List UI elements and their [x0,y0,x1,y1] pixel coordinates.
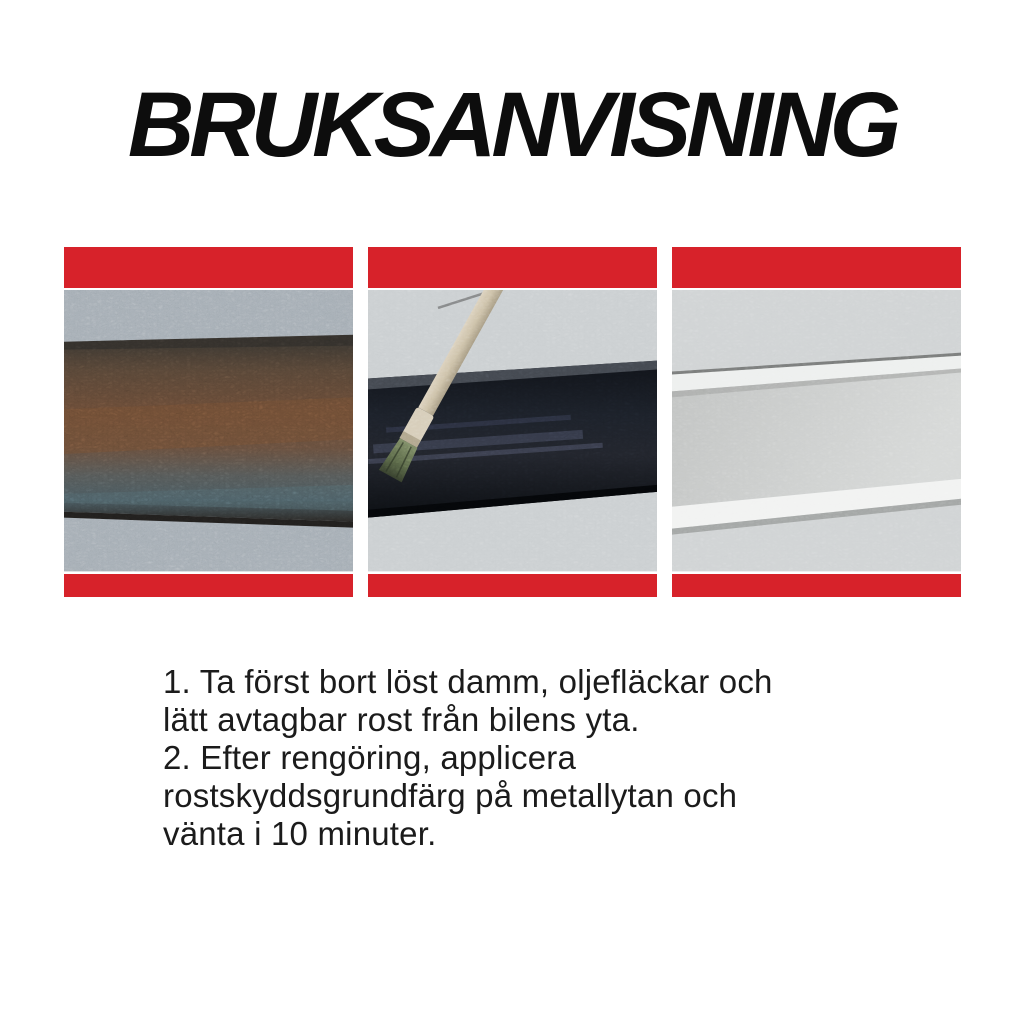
step-panel-applying [368,247,657,597]
photo-brush-applying-primer [368,290,657,571]
step-panel-after [672,247,961,597]
red-stripe-top [368,247,657,289]
instruction-line: 2. Efter rengöring, applicera [163,738,577,776]
instruction-line: lätt avtagbar rost från bilens yta. [163,700,640,738]
red-stripe-top [64,247,353,289]
instructions-block [163,663,883,853]
photo-clean-rail-after [672,290,961,571]
steps-gallery [64,247,961,597]
red-stripe-top [672,247,961,289]
red-stripe-bottom [368,574,657,597]
instruction-line: vänta i 10 minuter. [163,814,437,852]
step-panel-before [64,247,353,597]
red-stripe-bottom [672,574,961,597]
photo-rusty-rail-before [64,290,353,571]
red-stripe-bottom [64,574,353,597]
instruction-line: 1. Ta först bort löst damm, oljefläckar och [163,662,773,700]
instruction-line: rostskyddsgrundfärg på metallytan och [163,776,738,814]
page-title: BRUKSANVISNING [127,74,897,176]
